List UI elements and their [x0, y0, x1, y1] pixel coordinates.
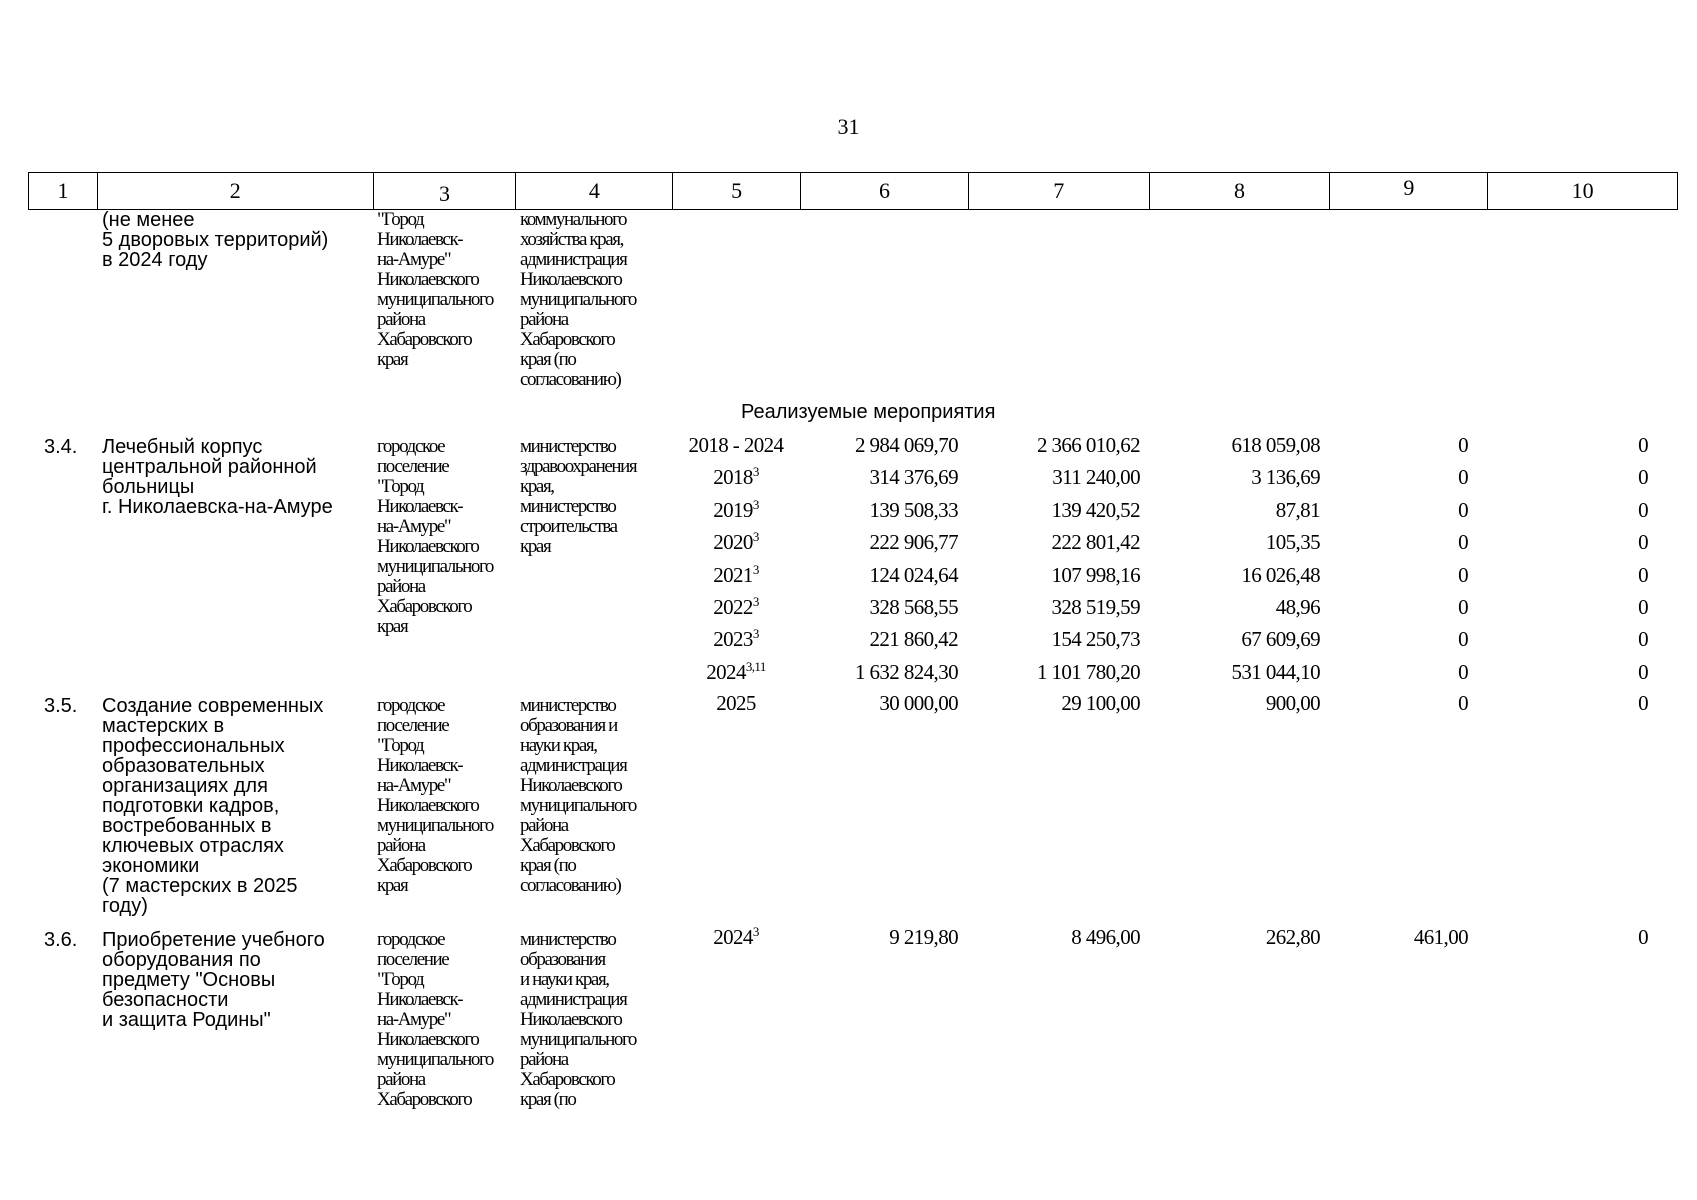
- row-3-4-col6: 314 376,69: [869, 465, 958, 490]
- row-3-4-col7: 1 101 780,20: [1036, 659, 1140, 684]
- row-3-4-col10: 0: [1638, 433, 1648, 457]
- row-3-4-col8: 3 136,69: [1251, 465, 1320, 490]
- table-header-row: [28, 172, 1678, 210]
- row-3-5-number: 3.5.: [44, 695, 78, 717]
- row-3-4-col7: 222 801,42: [1051, 530, 1140, 555]
- header-col-3: 3: [374, 173, 517, 209]
- row-3-4-number: 3.4.: [44, 436, 78, 458]
- row-3-4-year: 2019$^3$: [713, 496, 759, 522]
- row-3-5-name: Создание современных мастерских в профессиональных образовательных организациях для подготовки кадров, востребованных в ключевых отраслях экономики (7 мастерских в 2025 году): [102, 695, 324, 917]
- row-3-4-year: 2020$^3$: [713, 529, 759, 555]
- row-3-4-col6: 2 984 069,70: [854, 433, 958, 457]
- row-3-4-col10: 0: [1638, 530, 1648, 555]
- row-3-4-col10: 0: [1638, 627, 1648, 652]
- row-3-4-col8: 87,81: [1275, 497, 1320, 522]
- row-3-4-col8: 67 609,69: [1241, 627, 1320, 652]
- row-3-6-col7: 8 496,00: [1071, 925, 1140, 949]
- row-3-5-col9: 0: [1458, 691, 1468, 715]
- row-3-4-year: 2021$^3$: [713, 561, 759, 587]
- cont-name: (не менее 5 дворовых территорий) в 2024 году: [102, 209, 329, 271]
- row-3-4-executor: министерство здравоохранения края, министерство строительства края: [520, 436, 637, 557]
- row-3-4-col8: 48,96: [1275, 595, 1320, 619]
- row-3-4-year: 2024$^{3,11}$: [706, 658, 766, 684]
- row-3-4-name: Лечебный корпус центральной районной больницы г. Николаевска-на-Амуре: [102, 436, 333, 518]
- row-3-5-col10: 0: [1638, 691, 1648, 715]
- row-3-5-executor: министерство образования и науки края, администрация Николаевского муниципального района Хабаровского края (по согласованию): [520, 695, 636, 896]
- row-3-6-col10: 0: [1638, 925, 1648, 949]
- row-3-5-year: 2025: [716, 691, 756, 715]
- row-3-4-col9: 0: [1458, 530, 1468, 555]
- header-col-2: 2: [98, 173, 374, 209]
- header-col-6: 6: [801, 173, 969, 209]
- row-3-5-col6: 30 000,00: [879, 691, 958, 715]
- header-col-9: 9: [1330, 173, 1488, 209]
- row-3-4-col7: 311 240,00: [1052, 465, 1140, 490]
- row-3-4-municipality: городское поселение "Город Николаевск- на-Амуре" Николаевского муниципального района Хабаровского края: [377, 436, 493, 637]
- cont-executor: коммунального хозяйства края, администрация Николаевского муниципального района Хабаровского края (по согласованию): [520, 209, 636, 390]
- row-3-4-col9: 0: [1458, 659, 1468, 684]
- header-col-5: 5: [673, 173, 801, 209]
- row-3-4-col7: 139 420,52: [1051, 497, 1140, 522]
- section-title: Реализуемые мероприятия: [741, 401, 996, 423]
- row-3-4-col7: 328 519,59: [1051, 595, 1140, 619]
- row-3-6-number: 3.6.: [44, 929, 78, 951]
- row-3-4-col6: 139 508,33: [869, 497, 958, 522]
- row-3-4-col10: 0: [1638, 497, 1648, 522]
- row-3-6-col8: 262,80: [1265, 925, 1320, 949]
- row-3-4-year: 2023$^3$: [713, 626, 759, 652]
- row-3-4-col10: 0: [1638, 465, 1648, 490]
- header-col-8: 8: [1150, 173, 1331, 209]
- row-3-4-col9: 0: [1458, 595, 1468, 619]
- row-3-4-col9: 0: [1458, 497, 1468, 522]
- header-col-7: 7: [969, 173, 1150, 209]
- row-3-6-year: 2024$^3$: [713, 924, 759, 949]
- row-3-4-col9: 0: [1458, 433, 1468, 457]
- row-3-6-municipality: городское поселение "Город Николаевск- на-Амуре" Николаевского муниципального района Хабаровского: [377, 929, 493, 1110]
- row-3-4-col7: 107 998,16: [1051, 562, 1140, 587]
- row-3-4-col8: 618 059,08: [1231, 433, 1320, 457]
- row-3-4-year: 2018 - 2024: [688, 433, 784, 457]
- row-3-6-executor: министерство образования и науки края, администрация Николаевского муниципального района Хабаровского края (по: [520, 929, 636, 1110]
- header-col-4: 4: [516, 173, 673, 209]
- row-3-5-col8: 900,00: [1265, 691, 1320, 715]
- row-3-5-col7: 29 100,00: [1061, 691, 1140, 715]
- row-3-4-col9: 0: [1458, 562, 1468, 587]
- row-3-4-col8: 531 044,10: [1231, 659, 1320, 684]
- row-3-4-col9: 0: [1458, 465, 1468, 490]
- row-3-4-col6: 124 024,64: [869, 562, 958, 587]
- page-number: 31: [837, 114, 860, 139]
- row-3-4-col10: 0: [1638, 659, 1648, 684]
- row-3-4-year: 2018$^3$: [713, 464, 759, 490]
- row-3-6-name: Приобретение учебного оборудования по предмету "Основы безопасности и защита Родины": [102, 929, 325, 1031]
- row-3-4-col7: 2 366 010,62: [1036, 433, 1140, 457]
- cont-municipality: "Город Николаевск- на-Амуре" Николаевского муниципального района Хабаровского края: [377, 209, 493, 370]
- header-col-1: 1: [29, 173, 98, 209]
- row-3-4-col9: 0: [1458, 627, 1468, 652]
- row-3-4-col6: 222 906,77: [869, 530, 958, 555]
- row-3-5-municipality: городское поселение "Город Николаевск- на-Амуре" Николаевского муниципального района Хабаровского края: [377, 695, 493, 896]
- row-3-4-col10: 0: [1638, 562, 1648, 587]
- row-3-4-col10: 0: [1638, 595, 1648, 619]
- row-3-6-col6: 9 219,80: [889, 925, 958, 949]
- row-3-4-col6: 1 632 824,30: [854, 659, 958, 684]
- row-3-4-col6: 328 568,55: [869, 595, 958, 619]
- row-3-6-col9: 461,00: [1413, 925, 1468, 949]
- row-3-4-col8: 105,35: [1265, 530, 1320, 555]
- row-3-4-col6: 221 860,42: [869, 627, 958, 652]
- row-3-4-col8: 16 026,48: [1241, 562, 1320, 587]
- row-3-4-col7: 154 250,73: [1051, 627, 1140, 652]
- row-3-4-year: 2022$^3$: [713, 594, 759, 619]
- header-col-10: 10: [1571, 178, 1594, 203]
